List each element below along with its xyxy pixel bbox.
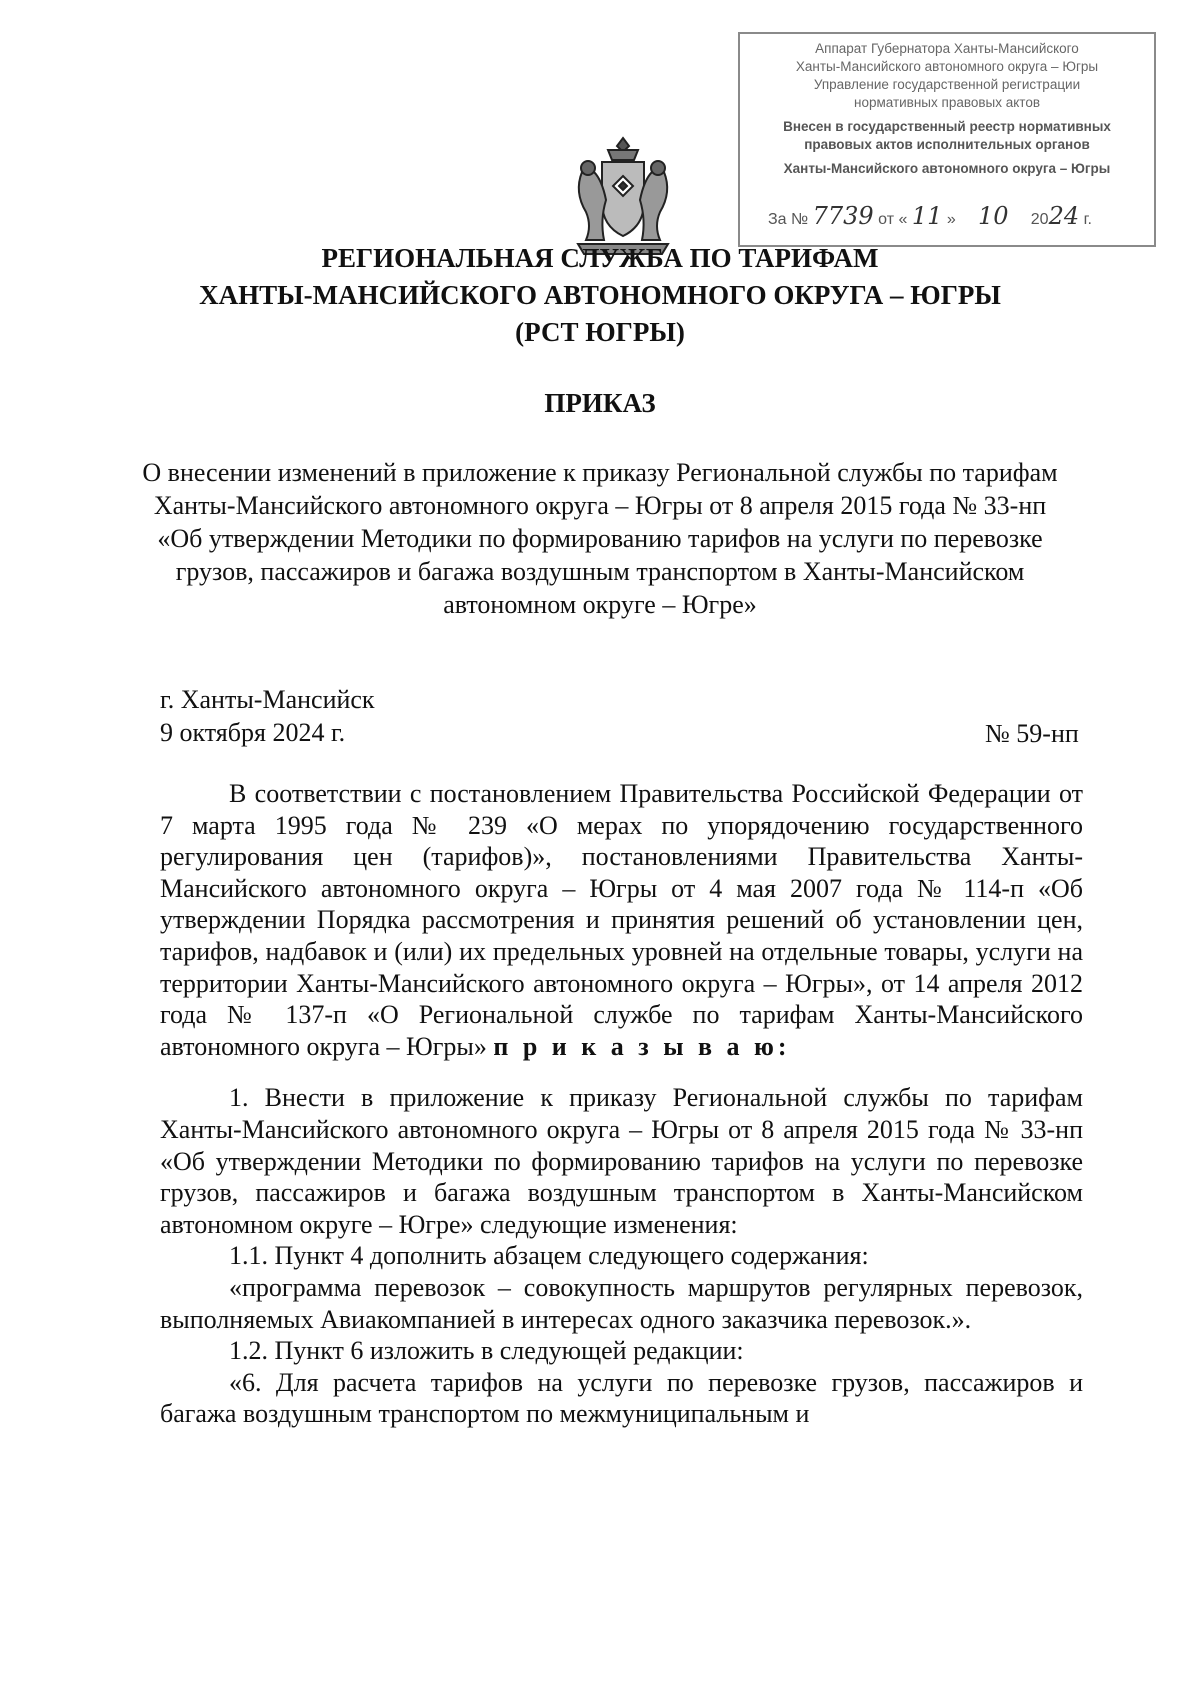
stamp-line: Ханты-Мансийского автономного округа – Югры (783, 161, 1111, 176)
document-type: ПРИКАЗ (544, 388, 656, 418)
city: г. Ханты-Мансийск (160, 685, 375, 714)
registration-stamp (738, 32, 1156, 247)
item-1-2: 1.2. Пункт 6 изложить в следующей редакции: (229, 1336, 744, 1366)
stamp-registration-line: За № 7739 от « 11 » 10 2024 г. (768, 202, 1092, 230)
stamp-line: Внесен в государственный реестр нормативных (783, 119, 1111, 134)
stamp-line: Ханты-Мансийского автономного округа – Югры (795, 59, 1099, 74)
issuer-line-1: РЕГИОНАЛЬНАЯ СЛУЖБА ПО ТАРИФАМ (321, 243, 879, 273)
stamp-reg-month: 10 (977, 202, 1009, 230)
stamp-line: нормативных правовых актов (853, 95, 1041, 110)
stamp-line: Аппарат Губернатора Ханты-Мансийского (815, 41, 1079, 56)
issuer-line-2: ХАНТЫ-МАНСИЙСКОГО АВТОНОМНОГО ОКРУГА – ЮГРЫ (199, 280, 1001, 310)
stamp-reg-year: 24 (1048, 202, 1080, 230)
stamp-reg-from: от « (878, 211, 908, 228)
stamp-line: Управление государственной регистрации (813, 77, 1081, 92)
stamp-reg-prefix: За № (768, 211, 809, 228)
document-number: № 59-нп (985, 719, 1079, 748)
stamp-reg-year-prefix: 20 (1030, 211, 1049, 228)
preamble-paragraph (160, 778, 1083, 1062)
item-1-2-text: «6. Для расчета тарифов на услуги по перевозке грузов, пассажиров и багажа воздушным транспортом по межмуниципальным и (160, 1367, 1083, 1429)
preamble-text: В соответствии с постановлением Правительства Российской Федерации от 7 марта 1995 года № 239 «О мерах по упорядочению государственного регулирования цен (тарифов)», постановлениями Правительства Ханты-Мансийского автономного округа – Югры от 4 мая 2007 года № 114-п «Об утверждении Порядка рассмотрения и принятия решений об установлении цен, тарифов, надбавок и (или) их предельных уровней на отдельные товары, услуги на территории Ханты-Мансийского автономного округа – Югры», от 14 апреля 2012 года № 137-п «О Региональной службе по тарифам Ханты-Мансийского автономного округа – Югры» (160, 779, 1083, 1061)
item-1-1: 1.1. Пункт 4 дополнить абзацем следующего содержания: (229, 1241, 869, 1271)
document-date: 9 октября 2024 г. (160, 718, 346, 747)
stamp-reg-suffix: г. (1083, 211, 1092, 228)
place-date-block (160, 683, 375, 749)
document-body (160, 778, 1083, 1430)
document-title: О внесении изменений в приложение к приказу Региональной службы по тарифам Ханты-Мансийского автономного округа – Югры от 8 апреля 2015 года № 33-нп «Об утверждении Методики по формированию тарифов на услуги по перевозке грузов, пассажиров и багажа воздушным транспортом в Ханты-Мансийском автономном округе – Югре» (142, 458, 1058, 619)
issuer-line-3: (РСТ ЮГРЫ) (515, 317, 685, 347)
order-word: п р и к а з ы в а ю: (493, 1031, 791, 1061)
item-1-1-text: «программа перевозок – совокупность маршрутов регулярных перевозок, выполняемых Авиакомпанией в интересах одного заказчика перевозок.». (160, 1272, 1083, 1334)
item-1: 1. Внести в приложение к приказу Региональной службы по тарифам Ханты-Мансийского автономного округа – Югры от 8 апреля 2015 года № 33-нп «Об утверждении Методики по формированию тарифов на услуги по перевозке грузов, пассажиров и багажа воздушным транспортом в Ханты-Мансийском автономном округе – Югре» следующие изменения: (160, 1083, 1083, 1239)
stamp-line: правовых актов исполнительных органов (804, 137, 1090, 152)
stamp-reg-day: 11 (911, 202, 943, 230)
stamp-reg-number: 7739 (812, 202, 874, 230)
